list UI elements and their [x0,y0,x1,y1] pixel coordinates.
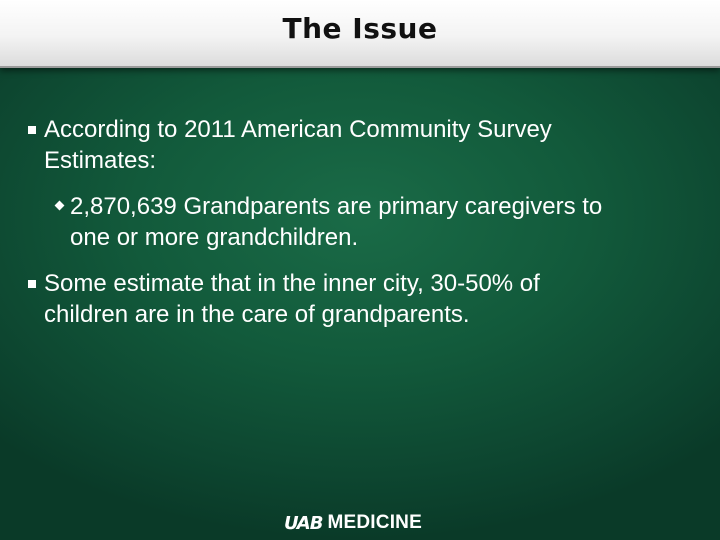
square-bullet-icon [28,126,36,134]
bullet-line: According to 2011 American Community Survey [44,116,552,143]
title-bar [0,0,720,68]
sub-bullet-item-1 [70,191,700,253]
footer-logo [0,508,720,538]
uab-medicine-logo [284,511,422,535]
uab-logo-mark [284,514,322,532]
bullet-line: 2,870,639 Grandparents are primary caregivers to [70,193,603,220]
diamond-bullet-icon [55,201,65,211]
square-bullet-icon [28,280,36,288]
slide-title: The Issue [282,12,438,45]
bullet-item-2 [44,268,694,330]
logo-mark-text: UAB [284,512,323,534]
bullet-line: children are in the care of grandparents. [44,301,470,328]
logo-wordmark: MEDICINE [327,512,422,533]
bullet-line: one or more grandchildren. [70,224,359,251]
bullet-line: Estimates: [44,147,157,174]
bullet-line: Some estimate that in the inner city, 30-50% of [44,270,540,297]
bullet-item-1 [44,114,694,176]
